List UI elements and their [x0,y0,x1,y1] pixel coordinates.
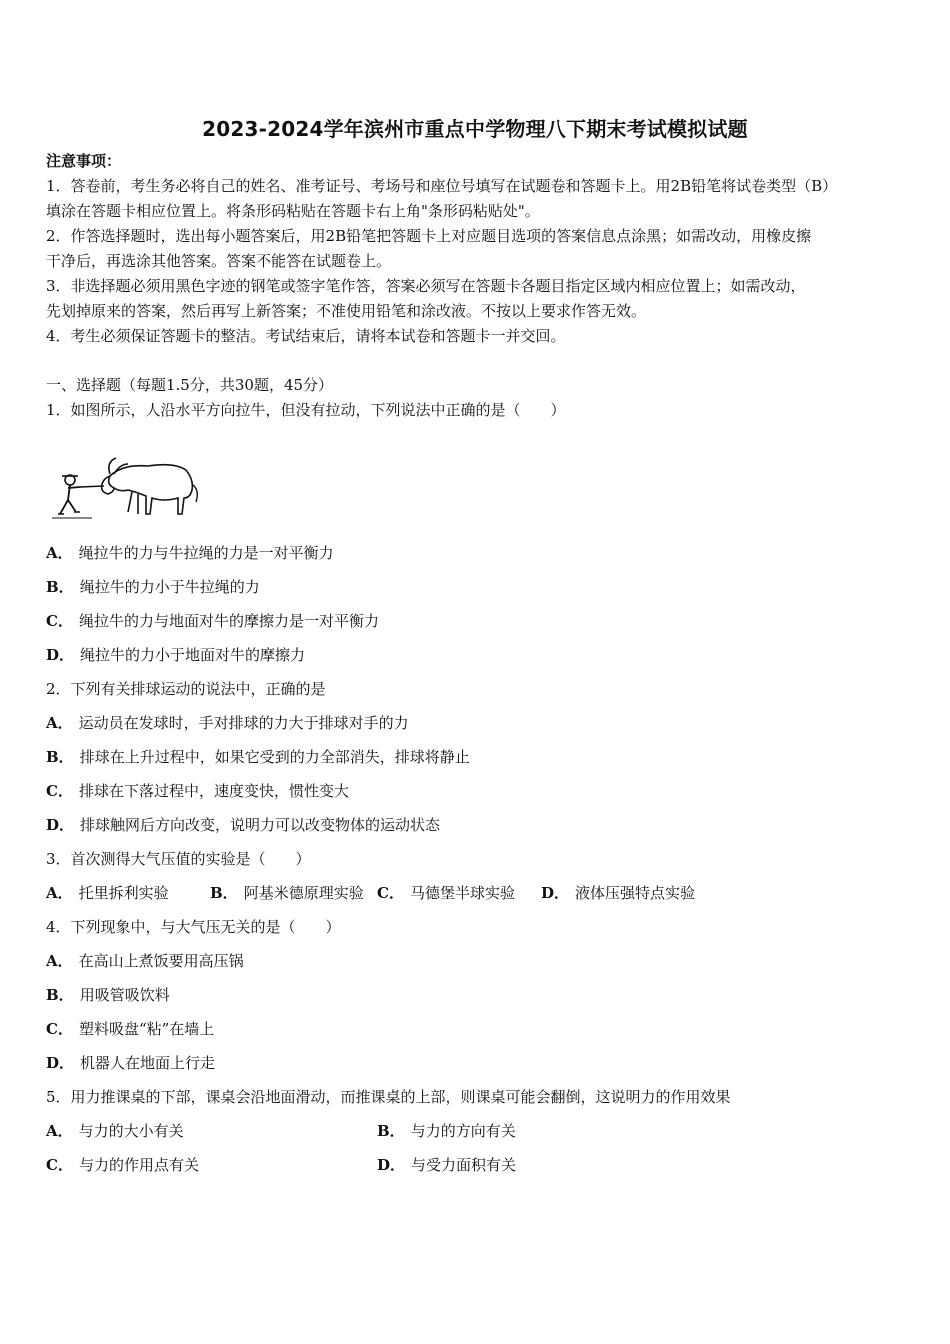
option-label: D． [46,1054,75,1072]
option-text: 绳拉牛的力与地面对牛的摩擦力是一对平衡力 [78,612,379,630]
option-label: A． [46,714,73,732]
question-1-option-c [46,611,379,631]
option-label: A． [46,544,73,562]
question-4-option-d [46,1053,215,1073]
question-5-option-d [377,1155,516,1175]
section-heading: 一、选择题（每题1.5分，共30题，45分） [46,376,334,394]
notice-line: 2．作答选择题时，选出每小题答案后，用2B铅笔把答题卡上对应题目选项的答案信息点涂黑；如需改动，用橡皮擦 [46,227,812,245]
question-1-option-d [46,645,305,665]
option-text: 与力的作用点有关 [78,1156,199,1174]
question-2-stem: 2．下列有关排球运动的说法中，正确的是 [46,680,326,698]
question-2-option-d [46,815,440,835]
question-2-option-b [46,747,470,767]
man-pulling-cow-figure [52,440,200,526]
option-text: 与受力面积有关 [411,1156,517,1174]
option-label: A． [46,1122,73,1140]
question-2-option-a [46,713,409,733]
option-label: A． [46,884,73,902]
option-text: 在高山上煮饭要用高压锅 [78,952,244,970]
notice-line: 3．非选择题必须用黑色字迹的钢笔或签字笔作答，答案必须写在答题卡各题目指定区域内相应位置上；如需改动， [46,277,806,295]
option-label: D． [541,884,570,902]
option-text: 塑料吸盘“粘”在墙上 [78,1020,215,1038]
option-label: C． [46,1156,73,1174]
option-label: D． [46,646,75,664]
option-label: C． [46,612,73,630]
question-5-option-b [377,1121,516,1141]
question-4-option-a [46,951,244,971]
question-4-stem: 4．下列现象中，与大气压无关的是（ ） [46,918,341,936]
option-label: D． [46,816,75,834]
option-label: C． [46,1020,73,1038]
question-3-option-c [377,883,515,903]
option-label: C． [377,884,404,902]
notice-line: 1．答卷前，考生务必将自己的姓名、准考证号、考场号和座位号填写在试题卷和答题卡上。用2B铅笔将试卷类型（B） [46,177,838,195]
question-1-stem: 1．如图所示，人沿水平方向拉牛，但没有拉动，下列说法中正确的是（ ） [46,401,566,419]
option-text: 与力的大小有关 [78,1122,184,1140]
option-text: 绳拉牛的力小于地面对牛的摩擦力 [80,646,306,664]
option-text: 机器人在地面上行走 [80,1054,216,1072]
option-label: D． [377,1156,406,1174]
question-1-option-b [46,577,260,597]
option-text: 绳拉牛的力与牛拉绳的力是一对平衡力 [78,544,334,562]
question-2-option-c [46,781,349,801]
option-label: B． [46,578,74,596]
option-text: 与力的方向有关 [410,1122,516,1140]
option-text: 液体压强特点实验 [575,884,696,902]
option-label: B． [377,1122,405,1140]
option-label: B． [210,884,238,902]
option-text: 排球触网后方向改变，说明力可以改变物体的运动状态 [80,816,441,834]
option-text: 用吸管吸饮料 [79,986,170,1004]
option-text: 阿基米德原理实验 [243,884,364,902]
option-label: B． [46,748,74,766]
question-4-option-c [46,1019,214,1039]
page-title: 2023-2024学年滨州市重点中学物理八下期末考试模拟试题 [202,117,748,141]
option-label: A． [46,952,73,970]
question-3-stem: 3．首次测得大气压值的实验是（ ） [46,850,311,868]
question-5-option-a [46,1121,184,1141]
notice-line: 填涂在答题卡相应位置上。将条形码粘贴在答题卡右上角"条形码粘贴处"。 [46,202,540,220]
notice-line: 4．考生必须保证答题卡的整洁。考试结束后，请将本试卷和答题卡一并交回。 [46,327,566,345]
question-1-option-a [46,543,334,563]
notice-line: 干净后，再选涂其他答案。答案不能答在试题卷上。 [46,252,392,270]
option-text: 绳拉牛的力小于牛拉绳的力 [79,578,260,596]
option-text: 排球在下落过程中，速度变快，惯性变大 [78,782,349,800]
question-4-option-b [46,985,170,1005]
option-label: B． [46,986,74,1004]
question-3-option-a [46,883,169,903]
question-3-option-b [210,883,364,903]
notice-line: 先划掉原来的答案，然后再写上新答案；不准使用铅笔和涂改液。不按以上要求作答无效。 [46,302,647,320]
option-text: 运动员在发球时，手对排球的力大于排球对手的力 [78,714,409,732]
option-label: C． [46,782,73,800]
question-3-option-d [541,883,695,903]
option-text: 排球在上升过程中，如果它受到的力全部消失，排球将静止 [79,748,470,766]
question-5-option-c [46,1155,199,1175]
notice-heading: 注意事项： [46,152,122,170]
question-5-stem: 5．用力推课桌的下部，课桌会沿地面滑动，而推课桌的上部，则课桌可能会翻倒，这说明力的作用效果 [46,1088,731,1106]
option-text: 马德堡半球实验 [409,884,515,902]
option-text: 托里拆利实验 [78,884,169,902]
